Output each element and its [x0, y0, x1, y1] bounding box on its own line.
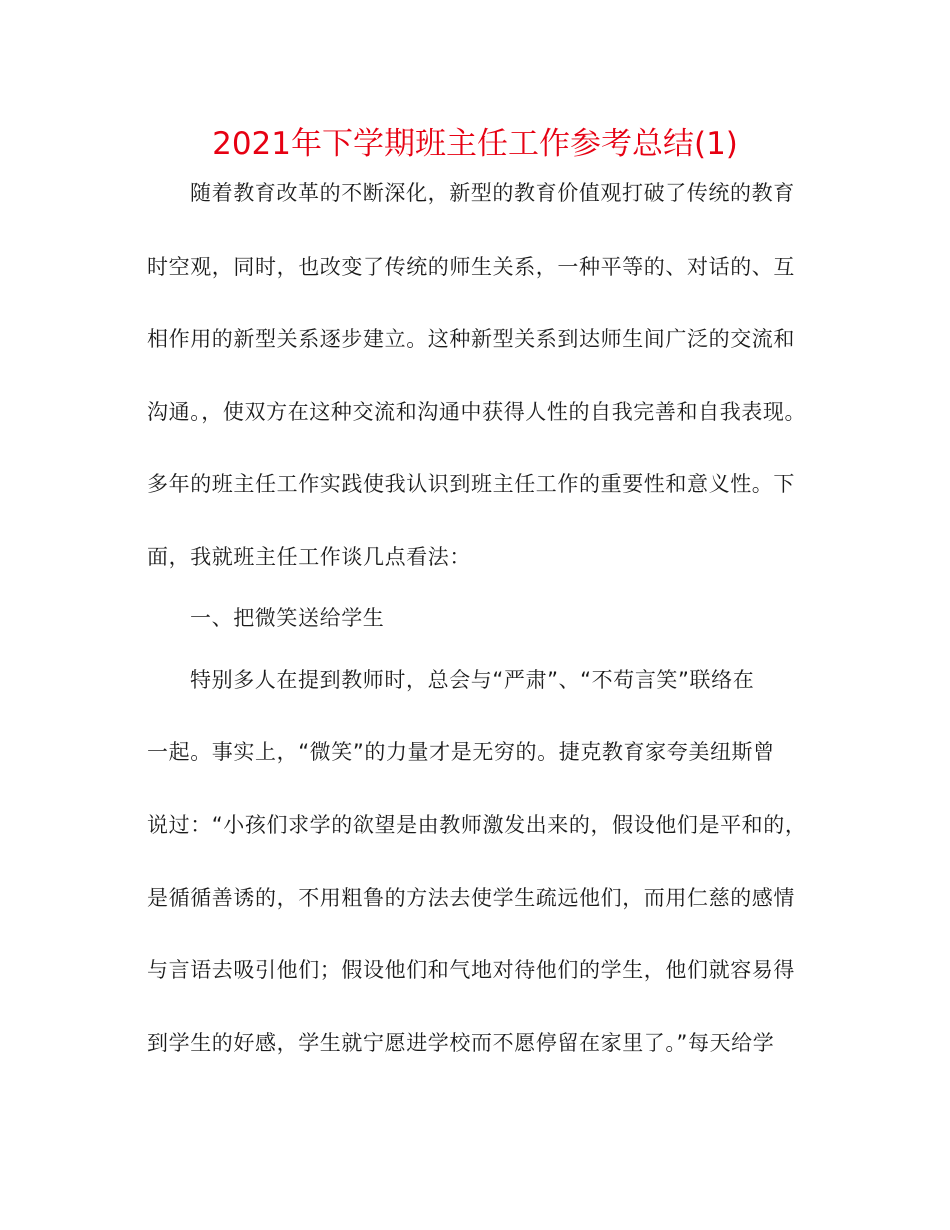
text-line-3: 相作用的新型关系逐步建立。这种新型关系到达师生间广泛的交流和 [147, 327, 795, 351]
text-line-12: 与言语去吸引他们；假设他们和气地对待他们的学生，他们就容易得 [147, 958, 795, 982]
text-line-11: 是循循善诱的，不用粗鲁的方法去使学生疏远他们，而用仁慈的感情 [147, 886, 795, 910]
section-heading: 一、把微笑送给学生 [190, 606, 385, 630]
text-line-9: 一起。事实上，“微笑”的力量才是无穷的。捷克教育家夸美纽斯曾 [147, 740, 775, 764]
text-line-2: 时空观，同时，也改变了传统的师生关系，一种平等的、对话的、互 [147, 255, 795, 279]
text-line-5: 多年的班主任工作实践使我认识到班主任工作的重要性和意义性。下 [147, 472, 795, 496]
document-title: 2021年下学期班主任工作参考总结(1) [212, 126, 738, 162]
text-line-8: 特别多人在提到教师时，总会与“严肃”、“不苟言笑”联络在 [190, 668, 755, 692]
text-line-4: 沟通。，使双方在这种交流和沟通中获得人性的自我完善和自我表现。 [147, 400, 807, 424]
text-line-13: 到学生的好感，学生就宁愿进学校而不愿停留在家里了。”每天给学 [147, 1031, 775, 1055]
text-line-6: 面，我就班主任工作谈几点看法： [147, 545, 471, 569]
text-line-10: 说过：“小孩们求学的欲望是由教师激发出来的，假设他们是平和的， [147, 813, 807, 837]
text-line-1: 随着教育改革的不断深化，新型的教育价值观打破了传统的教育 [190, 181, 795, 205]
